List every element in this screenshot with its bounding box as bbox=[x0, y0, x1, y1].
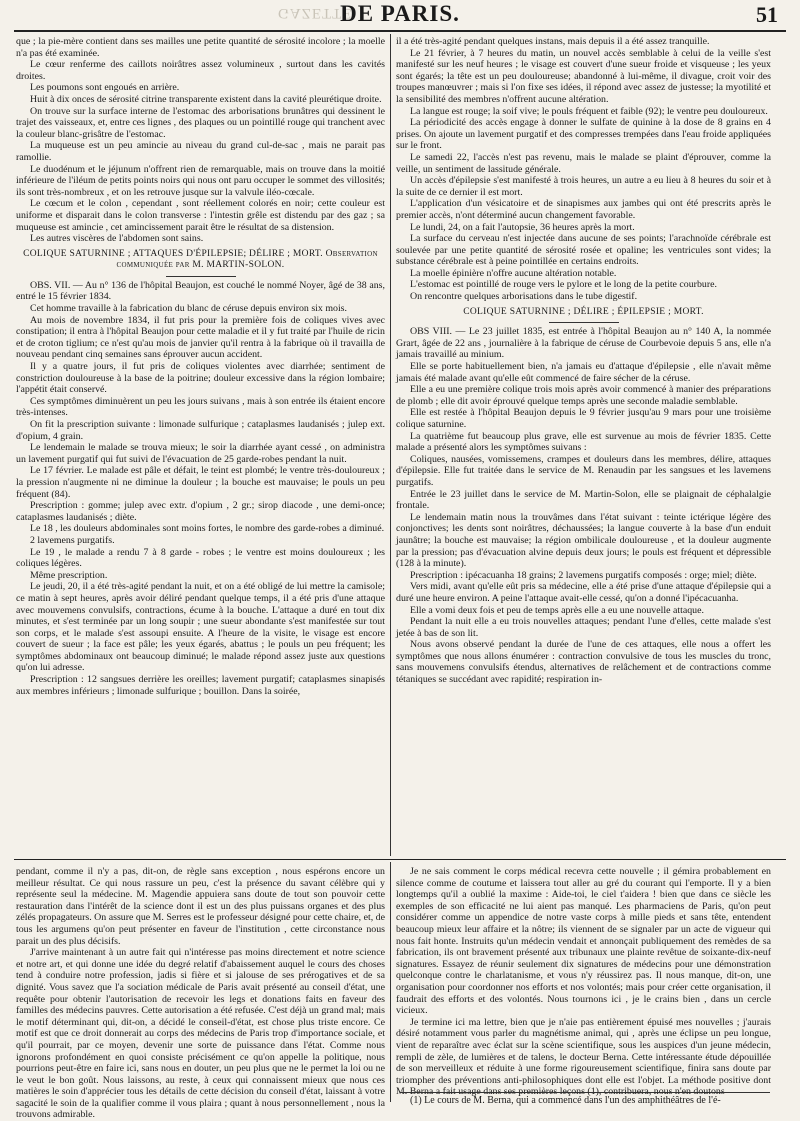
paragraph: Prescription : gomme; julep avec extr. d'opium , 2 gr.; sirop diacode , une demi-once; cataplasmes laudanisés ; diète. bbox=[16, 500, 385, 523]
paragraph: Au mois de novembre 1834, il fut pris pour la première fois de coliques vives avec constipation; il entra à l'hôpital Beaujon pour cette maladie et il y fut traité par l'huile de ricin et de croton tiglium; ce n'est qu'au mois de janvier qu'il rentra à la fabrique où il travailla de nouveau pendant cinq semaines sans éprouver aucun accident. bbox=[16, 314, 385, 361]
paragraph: Le 18 , les douleurs abdominales sont moins fortes, le nombre des garde-robes a diminué. bbox=[30, 523, 385, 535]
page-header bbox=[0, 0, 800, 28]
paragraph: Je ne sais comment le corps médical recevra cette nouvelle ; il gémira probablement en silence comme de coutume et laissera tout aller au gré du courant qui l'emporte. Il y a bien longtemps qu'il a oublié la maxime : Aide-toi, le ciel t'aidera ! bien que dans ce siècle les exemples de son efficacité ne lui aient pas manqué. Les pharmaciens de Paris, qu'on peut considérer comme un appendice de notre vaste corps à mille pieds et sans tête, entendent beaucoup mieux leur affaire et la nôtre; ils viennent de se signaler par un acte de vigueur qui nous fait honte. Instruits qu'un médecin vendait et annonçait publiquement des remèdes de sa fabrication, ils ont bravement présenté aux tribunaux une plainte revêtue de soixante-dix-neuf signatures. Essayez de réunir seulement dix signatures de médecins pour une démonstration quelconque contre le charlatanisme, et vous n'y réussirez pas. Il nous manque, dit-on, une organisation pour coordonner nos efforts et nos volontés; mais pour créer cette organisation, il faudrait des efforts et des volontés. Nous tournons ici , je le crains bien , dans un cercle vicieux. bbox=[396, 866, 771, 1017]
paragraph: Prescription : 12 sangsues derrière les oreilles; lavement purgatif; cataplasmes sinapisés aux membres inférieurs ; limonade sulfurique ; bouillon. Dans la soirée, bbox=[16, 674, 385, 697]
paragraph: La surface du cerveau n'est injectée dans aucune de ses points; l'arachnoïde cérébrale est soulevée par une petite quantité de sérosité rosée et opaline; les ventricules sont vides; la substance cérébrale est à peine pointillée en certains endroits. bbox=[396, 233, 771, 268]
paragraph: On fit la prescription suivante : limonade sulfurique ; cataplasmes laudanisés ; julep ext. d'opium, 4 grain. bbox=[16, 419, 385, 442]
header-rule bbox=[14, 30, 786, 32]
heading-separator bbox=[549, 322, 619, 323]
column-left-top bbox=[16, 36, 385, 856]
paragraph: Le 21 février, à 7 heures du matin, un nouvel accès semblable à celui de la veille s'est manifesté sur les neuf heures ; le visage est couvert d'une sueur froide et visqueuse ; les yeux sont égarés; la tête est un peu douloureuse; abandonné à lui-même, il divague, croit voir des troupes manœuvrer ; mais si l'on fixe ses idées, il répond avec assez de justesse; la myotilité et la sensibilité des membres n'offrent aucune altération. bbox=[396, 47, 771, 105]
bleed-through-masthead: GAZETTE bbox=[278, 5, 353, 21]
paragraph: Les poumons sont engoués en arrière. bbox=[30, 82, 180, 94]
paragraph: On trouve sur la surface interne de l'estomac des arborisations brunâtres qui dessinent le trajet des vaisseaux, et, entre ces lignes , des plaques ou un pointillé rouge qui tranchent avec la couleur blanc-grisâtre de l'estomac. bbox=[16, 105, 385, 140]
paragraph: La langue est rouge; la soif vive; le pouls fréquent et faible (92); le ventre peu douloureux. bbox=[410, 105, 768, 117]
paragraph: Le cœur renferme des caillots noirâtres assez volumineux , surtout dans les cavités droites. bbox=[16, 59, 385, 82]
column-right-top bbox=[396, 36, 771, 856]
paragraph: Prescription : ipécacuanha 18 grains; 2 lavemens purgatifs composés : orge; miel; diète. bbox=[410, 569, 757, 581]
paragraph: Les autres viscères de l'abdomen sont sains. bbox=[30, 233, 204, 245]
paragraph: Il y a quatre jours, il fut pris de coliques violentes avec diarrhée; sentiment de constriction douloureuse à la base de la poitrine; douleur excessive dans la région lombaire; l'appétit était conservé. bbox=[16, 361, 385, 396]
paragraph: Le cœcum et le colon , cependant , sont réellement colorés en noir; cette couleur est uniforme et disparait dans le colon transverse : l'intestin grêle est distendu par des gaz ; sa muqueuse est amincie , cet amincissement parait être le résultat de sa distension. bbox=[16, 198, 385, 233]
paragraph: pendant, comme il n'y a pas, dit-on, de règle sans exception , nous espérons encore un meilleur résultat. Ce qui nous rassure un peu, c'est la présence du savant célèbre qui y représente seul la médecine. M. Magendie appuiera sans doute de tout son pouvoir cette restauration dans l'intérêt de la science dont il est un des plus puissans organes et des plus zélés propagateurs. On assure que M. Serres est le professeur désigné pour cette chaire, et, de tous les argumens qu'on peut présenter en faveur de l'institution , cette circonstance nous parait un des plus décisifs. bbox=[16, 866, 385, 947]
paragraph: Le 17 février. Le malade est pâle et défait, le teint est plombé; le ventre très-douloureux ; la pression n'augmente ni ne diminue la douleur ; la bouche est mauvaise; le pouls un peu fréquent (84). bbox=[16, 465, 385, 500]
paragraph: L'estomac est pointillé de rouge vers le pylore et le long de la petite courbure. bbox=[410, 279, 717, 291]
column-left-bottom bbox=[16, 866, 385, 1121]
paragraph: Le duodénum et le jéjunum n'offrent rien de remarquable, mais on trouve dans la moitié inférieure de l'iléum de petits points noirs qui nous ont paru occuper le sommet des villosités; ils sont très-nombreux , et on les retrouve jusque sur la valvule iléo-cœcale. bbox=[16, 163, 386, 198]
paragraph: OBS VIII. — Le 23 juillet 1835, est entrée à l'hôpital Beaujon au n° 140 A, la nommée Grart, âgée de 22 ans , journalière à la fabrique de céruse de Courbevoie depuis 5 ans, elle n'a jamais travaillé au minium. bbox=[396, 326, 771, 361]
paragraph: La quatrième fut beaucoup plus grave, elle est survenue au mois de février 1835. Cette malade a présenté alors les symptômes suivans : bbox=[396, 430, 771, 454]
paragraph: OBS. VII. — Au n° 136 de l'hôpital Beaujon, est couché le nommé Noyer, âgé de 38 ans, entré le 15 février 1834. bbox=[16, 279, 385, 303]
paragraph: Le 19 , le malade a rendu 7 à 8 garde - robes ; le ventre est moins douloureux ; les coliques légères. bbox=[16, 546, 385, 570]
paragraph: La périodicité des accès engage à donner le sulfate de quinine à la dose de 8 grains en 4 prises. On ajoute un lavement purgatif et des compresses trempées dans l'eau froide appliquées sur le front. bbox=[396, 117, 771, 152]
paragraph: Vers midi, avant qu'elle eût pris sa médecine, elle a été prise d'une attaque d'épilepsie qui a duré une heure environ. A peine l'attaque avait-elle cessé, qu'on a donné l'ipécacuanha. bbox=[396, 581, 771, 604]
paragraph: Le lendemain matin nous la trouvâmes dans l'état suivant : teinte ictérique légère des conjonctives; les dents sont noirâtres, déchaussées; la langue couverte à la base d'un enduit jaunâtre; la bouche est mauvaise; la région ombilicale douloureuse , et la douleur augmente par la pression; pas d'évacuation alvine depuis deux jours; le pouls est fréquent et dépressible (128 à la minute). bbox=[396, 511, 771, 570]
paragraph: Nous avons observé pendant la durée de l'une de ces attaques, elle nous a offert les symptômes que nous allons énumérer : contraction convulsive de tous les muscles du tronc, sans mouvemens convulsifs étendus, alternatives de relâchement et de contractions comme tétaniques se succédant avec rapidité; respiration in- bbox=[396, 639, 771, 686]
paragraph: Le lundi, 24, on a fait l'autopsie, 36 heures après la mort. bbox=[410, 221, 635, 233]
paragraph: 2 lavemens purgatifs. bbox=[30, 534, 115, 546]
paragraph: Le lendemain le malade se trouva mieux; le soir la diarrhée ayant cessé , on administra un lavement purgatif qui fut suivi de l'évacuation de 25 garde-robes pendant la nuit. bbox=[16, 442, 385, 465]
paragraph: Je termine ici ma lettre, bien que je n'aie pas entièrement épuisé mes nouvelles ; j'aurais désiré notamment vous parler du magnétisme animal, qui , après une éclipse un peu longue, vient de reparaître avec éclat sur la scène scientifique, sous les auspices d'un jeune médecin, rempli de zèle, de lumières et de talens, le docteur Berna. Cette intéressante étude dépouillée de son merveilleux et réduite à une forme rigoureusement scientifique, finira sans doute par triompher des préventions anti-philosophiques dont elle est l'objet. La méthode positive dont M. Berna a fait usage dans ses premières leçons (1), contribuera, nous n'en doutons bbox=[396, 1016, 771, 1098]
paragraph: Huit à dix onces de sérosité citrine transparente existent dans la cavité pleurétique droite. bbox=[30, 93, 382, 105]
section-heading-obs7: COLIQUE SATURNINE ; ATTAQUES D'ÉPILEPSIE; DÉLIRE ; MORT. Observation communiquée par M. MARTIN-SOLON. bbox=[23, 248, 378, 271]
section-rule bbox=[14, 859, 786, 860]
column-right-bottom bbox=[396, 866, 771, 1098]
paragraph: Cet homme travaille à la fabrication du blanc de céruse depuis environ six mois. bbox=[30, 303, 347, 315]
page-number: 51 bbox=[756, 2, 778, 27]
paragraph: Pendant la nuit elle a eu trois nouvelles attaques; pendant l'une d'elles, cette malade s'est jetée à bas de son lit. bbox=[396, 616, 771, 639]
paragraph: La moelle épinière n'offre aucune altération notable. bbox=[410, 267, 617, 279]
section-heading-obs8: COLIQUE SATURNINE ; DÉLIRE ; ÉPILEPSIE ; MORT. bbox=[463, 306, 704, 317]
paragraph: il a été très-agité pendant quelques instans, mais depuis il a été assez tranquille. bbox=[396, 36, 710, 47]
column-divider bbox=[390, 862, 391, 1102]
paragraph: Même prescription. bbox=[30, 569, 108, 581]
footnote-rule bbox=[400, 1092, 770, 1093]
paragraph: La muqueuse est un peu amincie au niveau du grand cul-de-sac , mais ne parait pas ramollie. bbox=[16, 140, 385, 163]
paragraph: Elle a vomi deux fois et peu de temps après elle a eu une nouvelle attaque. bbox=[410, 604, 704, 616]
paragraph: Entrée le 23 juillet dans le service de M. Martin-Solon, elle se plaignait de céphalalgie frontale. bbox=[396, 488, 771, 512]
paragraph: Elle est restée à l'hôpital Beaujon depuis le 9 février jusqu'au 9 mars pour une troisième colique saturnine. bbox=[396, 407, 771, 430]
paragraph: Le samedi 22, l'accès n'est pas revenu, mais le malade se plaint d'éprouver, comme la veille, un sentiment de lassitude générale. bbox=[396, 151, 771, 175]
paragraph: L'application d'un vésicatoire et de sinapismes aux jambes qui ont été prescrits après le premier accès, n'ont déterminé aucun changement favorable. bbox=[396, 198, 771, 221]
paragraph: J'arrive maintenant à un autre fait qui n'intéresse pas moins directement et notre science et notre art, et qui donne une idée du degré relatif d'abaissement auquel le cours des choses tend à conduire notre profession, jadis si fière et si jalouse de ses prérogatives et de sa dignité. Vous savez que l'a sociation médicale de Paris avait présenté au conseil d'état, une requête pour obtenir l'autorisation de recevoir les legs et donations faits en faveur des familles des médecins pauvres. Cette autorisation a été refusée. C'est déjà un grand mal; mais le motif déterminant qui, dit-on, a décidé le conseil-d'état, est chose plus triste encore. Ce motif est que ce droit donnerait au corps des médecins de Paris trop d'importance sociale, et qu'il pourrait, par ce moyen, devenir une sorte de puissance dans l'état. Comme nous ignorons profondément en quoi consiste précisément ce qu'on appelle la politique, nous pourrions peut-être en faire ici, sans nous en douter, un peu plus que ne le permet la loi ou ne le veut le bon goût. Nous laissons, au reste, à ceux qui connaissent mieux que nous ces matières le soin d'apprécier tous les détails de cette décision du conseil d'état, laissant à votre sagacité le soin de la qualifier comme il vous plaira ; quant à nous personnellement , nous la trouvons admirable. bbox=[16, 947, 385, 1121]
column-divider bbox=[390, 34, 391, 856]
paragraph: Coliques, nausées, vomissemens, crampes et douleurs dans les membres, délire, attaques d'épilepsie. Elle fut traitée dans le service de M. Renaudin par les sangsues et les lavemens purgatifs. bbox=[396, 453, 771, 488]
paragraph: que ; la pie-mère contient dans ses mailles une petite quantité de sérosité incolore ; la moelle n'a pas été examinée. bbox=[16, 36, 385, 59]
paragraph: Elle a eu une première colique trois mois après avoir commencé à manier des préparations de plomb ; elle dit avoir éprouvé quelque temps après une seconde maladie semblable. bbox=[396, 384, 771, 407]
paragraph: Le jeudi, 20, il a été très-agité pendant la nuit, et on a été obligé de lui mettre la camisole; ce matin à sept heures, après avoir déliré pendant quelque temps, il a été pris d'une attaque avec mouvemens convulsifs, contractions, écume à la bouche. L'attaque a duré en tout dix minutes, et s'est terminée par un long soupir ; une sueur abondante s'est manifestée sur tout son corps, et le malade s'est assoupi ensuite. A l'heure de la visite, le visage est encore couvert de sueur ; la face est pâle; les yeux égarés, abattus ; le pouls un peu fréquent; les symptômes abdominaux ont beaucoup diminué; le malade répond assez juste aux questions qu'on lui adresse. bbox=[16, 581, 385, 674]
heading-separator bbox=[166, 276, 236, 277]
running-title: DE PARIS. bbox=[340, 1, 460, 26]
paragraph: Ces symptômes diminuèrent un peu les jours suivans , mais à son entrée ils étaient encore très-intenses. bbox=[16, 395, 385, 419]
paragraph: Un accès d'épilepsie s'est manifesté à trois heures, un autre a eu lieu à 8 heures du soir et à la suite de ce dernier il est mort. bbox=[396, 175, 771, 198]
paragraph: Elle se porte habituellement bien, n'a jamais eu d'attaque d'épilepsie , elle n'avait même jamais été malade avant qu'elle eût commencé de faire sécher de la céruse. bbox=[396, 361, 771, 384]
paragraph: On rencontre quelques arborisations dans le tube digestif. bbox=[410, 291, 638, 303]
footnote: (1) Le cours de M. Berna, qui a commencé dans l'un des amphithéâtres de l'é- bbox=[410, 1095, 721, 1106]
